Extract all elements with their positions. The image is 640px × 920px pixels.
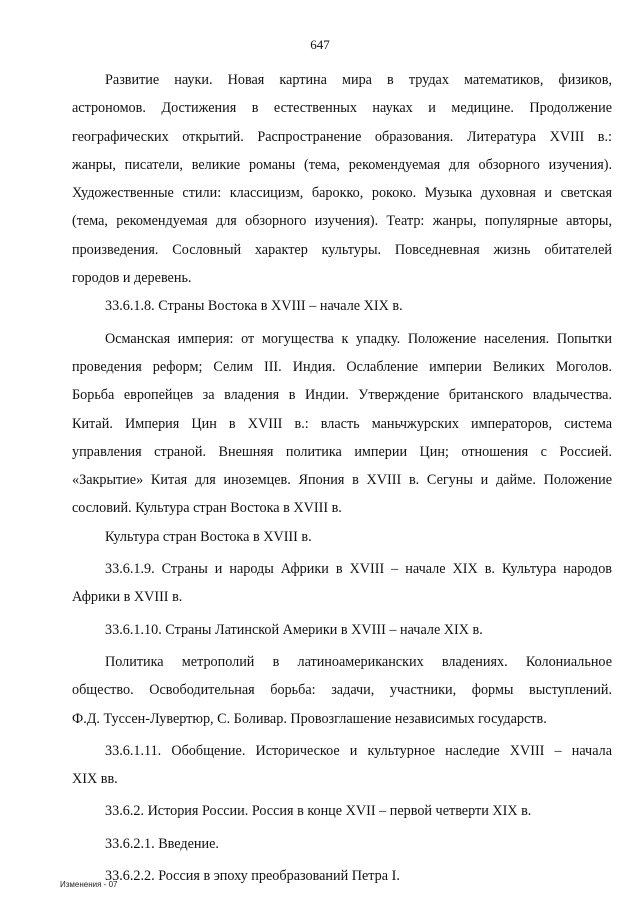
text-line: 33.6.1.9. Страны и народы Африки в XVIII – начале XIX в. Культура народов <box>105 561 612 578</box>
section-heading: 33.6.1.10. Страны Латинской Америки в XVIII – начале XIX в. <box>105 621 483 638</box>
text-line: Китай. Империя Цин в XVIII в.: власть маньчжурских императоров, система <box>72 415 612 432</box>
section-heading: 33.6.2.1. Введение. <box>105 835 219 852</box>
document-body <box>72 66 612 890</box>
section-heading: Культура стран Востока в XVIII в. <box>105 528 312 545</box>
text-line: Борьба европейцев за владения в Индии. Утверждение британского владычества. <box>72 387 612 404</box>
text-line: Развитие науки. Новая картина мира в трудах математиков, физиков, <box>105 72 612 88</box>
text-line: сословий. Культура стран Востока в XVIII в. <box>72 500 342 517</box>
paragraph-east-countries <box>72 325 612 523</box>
text-line: (тема, рекомендуемая для обзорного изучения). Театр: жанры, популярные авторы, <box>72 213 612 230</box>
page-number: 647 <box>310 37 330 52</box>
text-line: географических открытий. Распространение образования. Литература XVIII в.: <box>72 128 612 145</box>
section-heading: 33.6.1.8. Страны Востока в XVIII – начале XIX в. <box>105 298 403 315</box>
text-line: «Закрытие» Китая для иноземцев. Япония в XVIII в. Сегуны и дайме. Положение <box>72 472 612 489</box>
paragraph-africa <box>72 555 612 612</box>
text-line: городов и деревень. <box>72 270 192 287</box>
footer-note: Изменения - 07 <box>60 880 118 889</box>
text-line: Африки в XVIII в. <box>72 589 183 606</box>
text-line: управления страной. Внешняя политика империи Цин; отношения с Россией. <box>72 443 612 460</box>
text-line: Художественные стили: классицизм, барокко, рококо. Музыка духовная и светская <box>72 185 612 202</box>
text-line: Политика метрополий в латиноамериканских владениях. Колониальное <box>105 653 612 670</box>
text-line: 33.6.1.11. Обобщение. Историческое и культурное наследие XVIII – начала <box>105 742 612 759</box>
text-line: Ф.Д. Туссен-Лувертюр, С. Боливар. Провозглашение независимых государств. <box>72 710 547 727</box>
paragraph-summary <box>72 737 612 794</box>
text-line: жанры, писатели, великие романы (тема, рекомендуемая для обзорного изучения). <box>72 156 612 173</box>
section-heading: 33.6.2.2. Россия в эпоху преобразований Петра I. <box>105 868 400 885</box>
text-line: произведения. Сословный характер культуры. Повседневная жизнь обитателей <box>72 241 612 258</box>
paragraph-science-culture <box>72 66 612 292</box>
section-heading: 33.6.2. История России. Россия в конце XVII – первой четверти XIX в. <box>105 803 532 820</box>
paragraph-latin-america <box>72 648 612 733</box>
text-line: XIX вв. <box>72 771 118 788</box>
text-line: Османская империя: от могущества к упадку. Положение населения. Попытки <box>105 330 612 347</box>
text-line: общество. Освободительная борьба: задачи, участники, формы выступлений. <box>72 682 612 699</box>
text-line: проведения реформ; Селим III. Индия. Ослабление империи Великих Моголов. <box>72 358 612 375</box>
text-line: астрономов. Достижения в естественных науках и медицине. Продолжение <box>72 100 612 117</box>
